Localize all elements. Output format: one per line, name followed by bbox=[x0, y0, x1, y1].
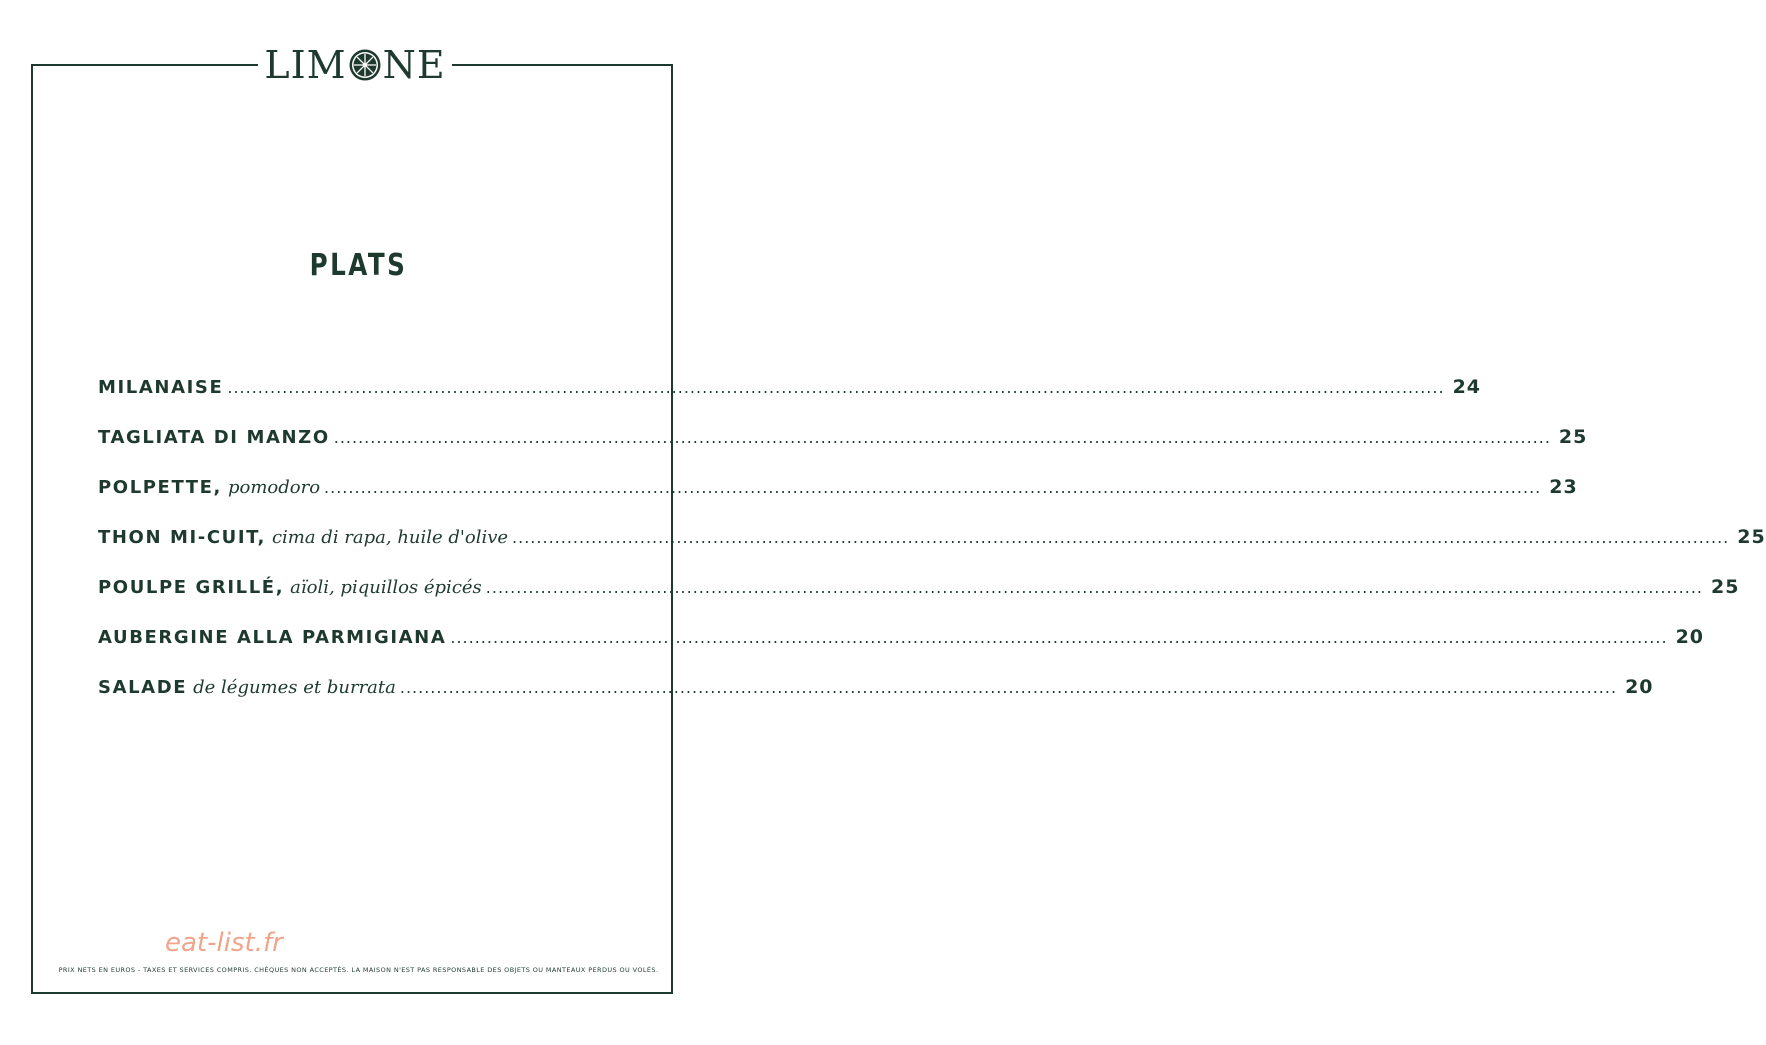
dot-leader: ........................................................................................................................................................................................................ bbox=[399, 678, 1618, 697]
brand-name-end: NE bbox=[382, 43, 446, 87]
menu-item-salade bbox=[98, 676, 1654, 726]
dish-description: de légumes et burrata bbox=[193, 677, 396, 698]
section-title: PLATS bbox=[309, 248, 408, 283]
dot-leader: ........................................................................................................................................................................................................ bbox=[485, 578, 1703, 597]
menu-item-aubergine bbox=[98, 626, 1705, 676]
brand-logo bbox=[258, 40, 452, 90]
menu-item-tagliata bbox=[98, 426, 1588, 476]
dish-description: aïoli, piquillos épicés bbox=[290, 577, 482, 598]
dish-price: 25 bbox=[1558, 426, 1588, 448]
dish-price: 23 bbox=[1549, 476, 1578, 498]
dot-leader: ........................................................................................................................................................................................................ bbox=[450, 628, 1668, 647]
dish-name: MILANAISE bbox=[98, 377, 224, 398]
dish-name: AUBERGINE ALLA PARMIGIANA bbox=[98, 627, 447, 648]
dot-leader: ........................................................................................................................................................................................................ bbox=[324, 478, 1542, 497]
legal-footnote: PRIX NETS EN EUROS - TAXES ET SERVICES COMPRIS. CHÈQUES NON ACCEPTÉS. LA MAISON N'EST PAS RESPONSABLE DES OBJETS OU MANTEAUX PERDUS OU VOLÉS. bbox=[58, 966, 659, 974]
dish-price: 25 bbox=[1737, 526, 1766, 548]
dish-name: POLPETTE, bbox=[98, 477, 222, 498]
dish-price: 20 bbox=[1625, 676, 1654, 698]
menu-item-poulpe bbox=[98, 576, 1740, 626]
dish-name: THON MI-CUIT, bbox=[98, 527, 266, 548]
dot-leader: ........................................................................................................................................................................................................ bbox=[512, 528, 1730, 547]
menu-list bbox=[98, 376, 1766, 726]
dish-name: POULPE GRILLÉ, bbox=[98, 577, 285, 598]
menu-item-thon bbox=[98, 526, 1766, 576]
menu-item-polpette bbox=[98, 476, 1578, 526]
dish-description: cima di rapa, huile d'olive bbox=[271, 527, 509, 548]
menu-item-milanaise bbox=[98, 376, 1482, 426]
dish-name: SALADE bbox=[98, 677, 188, 698]
watermark: eat-list.fr bbox=[165, 928, 283, 958]
dot-leader: ........................................................................................................................................................................................................ bbox=[333, 428, 1551, 447]
dish-price: 25 bbox=[1710, 576, 1740, 598]
dish-price: 24 bbox=[1452, 376, 1482, 398]
dish-description: pomodoro bbox=[227, 477, 321, 498]
dot-leader: ........................................................................................................................................................................................................ bbox=[227, 378, 1445, 397]
brand-name-start: LIM bbox=[264, 43, 347, 87]
lemon-slice-icon bbox=[348, 48, 382, 82]
dish-name: TAGLIATA DI MANZO bbox=[98, 427, 330, 448]
dish-price: 20 bbox=[1675, 626, 1705, 648]
